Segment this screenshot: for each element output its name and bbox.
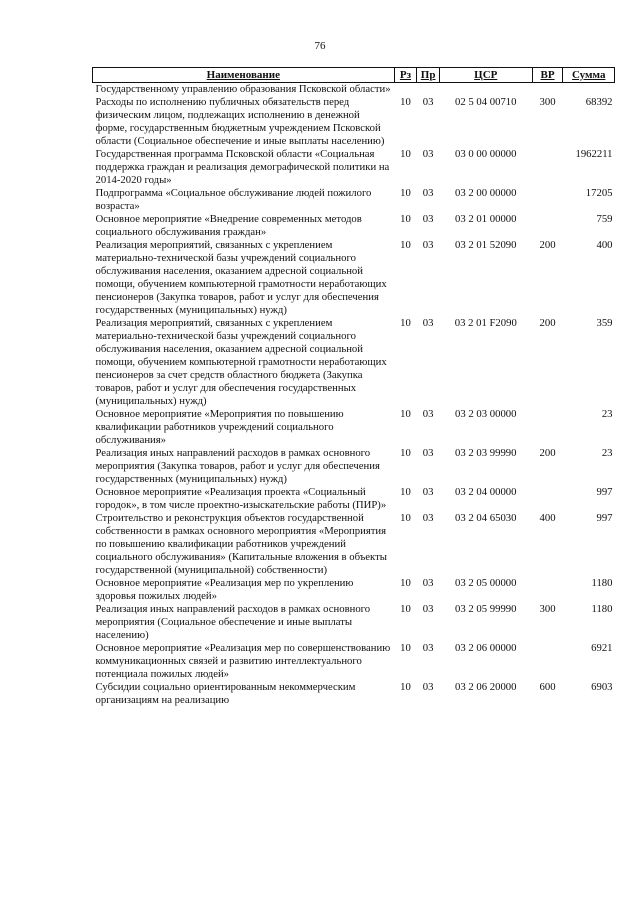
- cell-csr: 02 5 04 00710: [455, 96, 517, 108]
- cell-sum: 6921: [591, 642, 613, 654]
- column-header-rz: Рз: [394, 68, 417, 83]
- table-row: [93, 148, 615, 187]
- cell-rz: 10: [400, 447, 411, 459]
- cell-pr: 03: [422, 148, 434, 160]
- cell-vr: [532, 148, 563, 187]
- cell-vr: 300: [539, 603, 556, 615]
- cell-pr: 03: [422, 96, 434, 108]
- table-body: [93, 83, 615, 708]
- cell-pr: [417, 83, 440, 97]
- column-header-vr: ВР: [532, 68, 563, 83]
- cell-rz: 10: [400, 486, 411, 498]
- cell-pr: 03: [422, 187, 434, 199]
- cell-vr: [532, 83, 563, 97]
- cell-vr: 400: [539, 512, 556, 524]
- cell-sum: 23: [601, 447, 613, 459]
- table-row: [93, 213, 615, 239]
- table-row: [93, 96, 615, 148]
- cell-pr: 03: [422, 213, 434, 225]
- cell-name: Строительство и реконструкция объектов государственной собственности в рамках основного мероприятия «Мероприятия по повышению квалификации работников учреждений социального обслуживания» (Капитальные вложения в объекты государственной (муниципальной) собственности): [95, 512, 387, 576]
- cell-csr: 03 2 03 00000: [455, 408, 517, 420]
- cell-pr: 03: [422, 603, 434, 615]
- cell-csr: 03 2 01 F2090: [454, 317, 517, 329]
- cell-vr: [532, 577, 563, 603]
- cell-rz: 10: [400, 681, 411, 693]
- table-row: [93, 317, 615, 408]
- cell-name: Основное мероприятие «Мероприятия по повышению квалификации работников учреждений социального обслуживания»: [95, 408, 344, 446]
- cell-rz: 10: [400, 512, 411, 524]
- table-row: [93, 447, 615, 486]
- cell-vr: 300: [539, 96, 556, 108]
- cell-vr: [532, 187, 563, 213]
- cell-rz: 10: [400, 603, 411, 615]
- cell-csr: 03 2 04 65030: [455, 512, 517, 524]
- table-row: [93, 187, 615, 213]
- page-number: 76: [314, 40, 326, 52]
- table-row: [93, 681, 615, 707]
- cell-pr: 03: [422, 239, 434, 251]
- column-header-csr: ЦСР: [439, 68, 532, 83]
- cell-csr: 03 2 01 00000: [455, 213, 517, 225]
- cell-vr: [532, 642, 563, 681]
- cell-name: Основное мероприятие «Внедрение современных методов социального обслуживания граждан»: [95, 213, 362, 238]
- cell-csr: 03 2 06 20000: [455, 681, 517, 693]
- cell-name: Государственная программа Псковской области «Социальная поддержка граждан и реализация демографической политики на 2014-2020 годы»: [95, 148, 390, 186]
- cell-name: Реализация иных направлений расходов в рамках основного мероприятия (Социальное обеспечение и иные выплаты населению): [95, 603, 371, 641]
- cell-name: Реализация иных направлений расходов в рамках основного мероприятия (Закупка товаров, работ и услуг для обеспечения государственных (муниципальных) нужд): [95, 447, 380, 485]
- column-header-name: Наименование: [93, 68, 395, 83]
- cell-rz: 10: [400, 187, 411, 199]
- cell-sum: 17205: [585, 187, 613, 199]
- cell-csr: [439, 83, 532, 97]
- cell-sum: 759: [596, 213, 613, 225]
- cell-pr: 03: [422, 486, 434, 498]
- cell-name: Государственному управлению образования Псковской области»: [95, 83, 391, 95]
- table-row: [93, 512, 615, 577]
- cell-sum: 1180: [591, 603, 613, 615]
- cell-name: Субсидии социально ориентированным некоммерческим организациям на реализацию: [95, 681, 356, 706]
- column-header-sum: Сумма: [563, 68, 615, 83]
- cell-pr: 03: [422, 447, 434, 459]
- budget-table: [92, 67, 615, 707]
- column-header-pr: Пр: [417, 68, 440, 83]
- cell-sum: 997: [596, 512, 613, 524]
- cell-name: Реализация мероприятий, связанных с укреплением материально-технической базы учреждений социального обслуживания населения, оказанием адресной социальной помощи, обучением компьютерной грамотности неработающих пенсионеров за счет средств областного бюджета (Закупка товаров, работ и услуг для обеспечения государственных (муниципальных) нужд): [95, 317, 387, 407]
- cell-sum: 400: [596, 239, 613, 251]
- cell-name: Расходы по исполнению публичных обязательств перед физическим лицом, подлежащих исполнению в денежной форме, государственным бюджетным учреждением Псковской области (Социальное обеспечение и иные выплаты населению): [95, 96, 385, 147]
- cell-vr: [532, 408, 563, 447]
- cell-rz: 10: [400, 408, 411, 420]
- table-row: [93, 486, 615, 512]
- cell-pr: 03: [422, 577, 434, 589]
- cell-pr: 03: [422, 681, 434, 693]
- cell-rz: 10: [400, 239, 411, 251]
- cell-sum: 997: [596, 486, 613, 498]
- table-row: [93, 83, 615, 97]
- cell-sum: 68392: [585, 96, 613, 108]
- table-row: [93, 642, 615, 681]
- cell-rz: 10: [400, 213, 411, 225]
- cell-rz: [394, 83, 417, 97]
- cell-csr: 03 0 00 00000: [455, 148, 517, 160]
- cell-name: Основное мероприятие «Реализация проекта «Социальный городок», в том числе проектно-изыскательские работы (ПИР)»: [95, 486, 387, 511]
- cell-sum: 1962211: [575, 148, 613, 160]
- cell-csr: 03 2 00 00000: [455, 187, 517, 199]
- cell-vr: 200: [539, 447, 556, 459]
- cell-sum: 359: [596, 317, 613, 329]
- cell-vr: 600: [539, 681, 556, 693]
- cell-pr: 03: [422, 512, 434, 524]
- cell-rz: 10: [400, 317, 411, 329]
- cell-vr: [532, 213, 563, 239]
- cell-csr: 03 2 05 00000: [455, 577, 517, 589]
- table-row: [93, 603, 615, 642]
- cell-rz: 10: [400, 577, 411, 589]
- table-header-row: [93, 68, 615, 83]
- cell-pr: 03: [422, 317, 434, 329]
- cell-name: Основное мероприятие «Реализация мер по совершенствованию коммуникационных связей и развитию интеллектуального потенциала пожилых людей»: [95, 642, 391, 680]
- cell-vr: 200: [539, 239, 556, 251]
- cell-sum: 23: [601, 408, 613, 420]
- cell-csr: 03 2 03 99990: [455, 447, 517, 459]
- cell-sum: 6903: [591, 681, 613, 693]
- cell-csr: 03 2 04 00000: [455, 486, 517, 498]
- cell-rz: 10: [400, 642, 411, 654]
- cell-name: Основное мероприятие «Реализация мер по укреплению здоровья пожилых людей»: [95, 577, 354, 602]
- cell-vr: [532, 486, 563, 512]
- table-row: [93, 239, 615, 317]
- cell-csr: 03 2 01 52090: [455, 239, 517, 251]
- table-row: [93, 577, 615, 603]
- cell-sum: [563, 83, 615, 97]
- table-row: [93, 408, 615, 447]
- cell-rz: 10: [400, 148, 411, 160]
- cell-sum: 1180: [591, 577, 613, 589]
- cell-vr: 200: [539, 317, 556, 329]
- cell-csr: 03 2 05 99990: [455, 603, 517, 615]
- cell-rz: 10: [400, 96, 411, 108]
- cell-name: Подпрограмма «Социальное обслуживание людей пожилого возраста»: [95, 187, 372, 212]
- cell-name: Реализация мероприятий, связанных с укреплением материально-технической базы учреждений социального обслуживания населения, оказанием адресной социальной помощи, обучением компьютерной грамотности неработающих пенсионеров (Закупка товаров, работ и услуг для обеспечения государственных (муниципальных) нужд): [95, 239, 387, 316]
- cell-pr: 03: [422, 408, 434, 420]
- cell-csr: 03 2 06 00000: [455, 642, 517, 654]
- cell-pr: 03: [422, 642, 434, 654]
